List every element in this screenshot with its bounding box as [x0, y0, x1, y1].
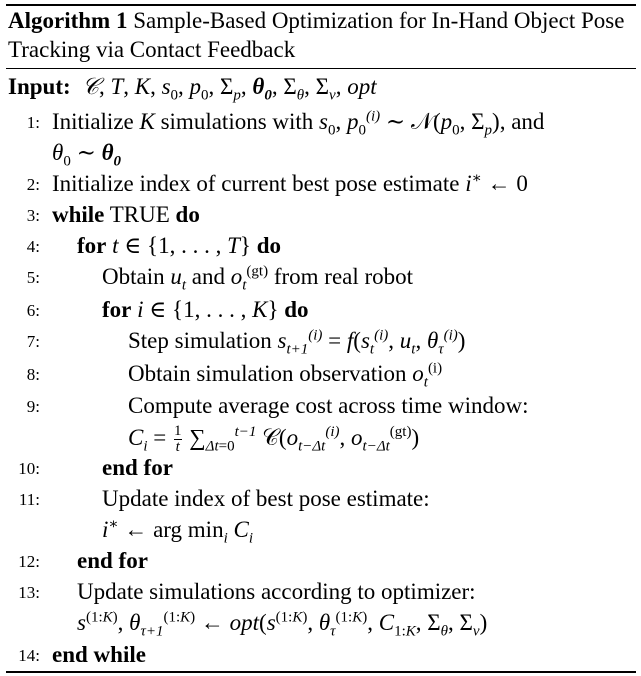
- step-text: for t ∈ {1, . . . , T} do: [77, 233, 281, 258]
- argmin-formula: i∗ ← arg $\min_i C_i$: [102, 516, 254, 547]
- step-text: Initialize K simulations with $s_0$, $p_0^{(i)}$ ∼ $𝒩(p_0$, $\Sigma_p$), and: [52, 108, 545, 139]
- line-number: 6:: [26, 301, 40, 320]
- line-number: 9:: [26, 397, 40, 416]
- line-number: 7:: [26, 332, 40, 351]
- step-text: Step simulation $s_{t+1}^{(i)} = f(s_t^{(i)}$, $u_t$, $\theta_\tau^{(i)}$): [128, 327, 466, 358]
- algorithm-title: Sample-Based Optimization for In-Hand Object Pose Tracking via Contact Feedback: [8, 8, 625, 62]
- line-number: 5:: [26, 268, 40, 287]
- algorithm-caption: [8, 6, 634, 64]
- step-text: end while: [52, 642, 146, 667]
- line-number: 1:: [26, 113, 40, 132]
- line-number: 14:: [18, 646, 40, 665]
- step-text: end for: [77, 548, 148, 573]
- algorithm-label: Algorithm 1: [8, 8, 128, 33]
- step-text: Initialize index of current best pose estimate i∗ ← 0: [52, 170, 528, 196]
- input-params: 𝒞, T, K, $s_0$, $p_0$, $\Sigma_p$, $\theta_0$, $\Sigma_\theta$, $\Sigma_v$, opt: [82, 74, 377, 104]
- cost-formula: $C_i$ = $\frac{1}{t}$ $\sum_{\Delta t=0}^{t-1}$ $𝒞(o_{t-\Delta t}^{(i)}$, $o_{t-\Delta t}^{(gt)}$): [128, 423, 420, 455]
- line-number: 4:: [26, 237, 40, 256]
- step-text: while TRUE do: [52, 202, 200, 227]
- line-number: 13:: [18, 583, 40, 602]
- caption-rule: [6, 68, 636, 69]
- bottom-rule: [6, 671, 636, 673]
- step-text: Update index of best pose estimate:: [102, 486, 430, 511]
- step-text: end for: [102, 455, 173, 480]
- step-text: Obtain simulation observation $o_t^{(i)}$: [128, 360, 443, 391]
- update-formula: $s^{(1:K)}$, $\theta_{\tau+1}^{(1:K)}$ ← $opt(s^{(1:K)}$, $\theta_\tau^{(1:K)}$, $C_{1:K}$, $\Sigma_\theta$, $\Sigma_v$): [77, 609, 488, 640]
- step-text: $\theta_0$ ∼ $\theta_0$: [52, 140, 122, 170]
- step-text: Compute average cost across time window:: [128, 393, 529, 418]
- line-number: 8:: [26, 365, 40, 384]
- line-number: 3:: [26, 206, 40, 225]
- line-number: 10:: [18, 459, 40, 478]
- input-label: Input:: [8, 74, 71, 99]
- line-number: 2:: [26, 175, 40, 194]
- line-number: 12:: [18, 552, 40, 571]
- step-text: for i ∈ {1, . . . , K} do: [102, 297, 309, 322]
- step-text: Update simulations according to optimizer:: [77, 579, 476, 604]
- step-text: Obtain $u_t$ and $o_t^{(gt)}$ from real robot: [102, 263, 414, 294]
- line-number: 11:: [18, 490, 40, 509]
